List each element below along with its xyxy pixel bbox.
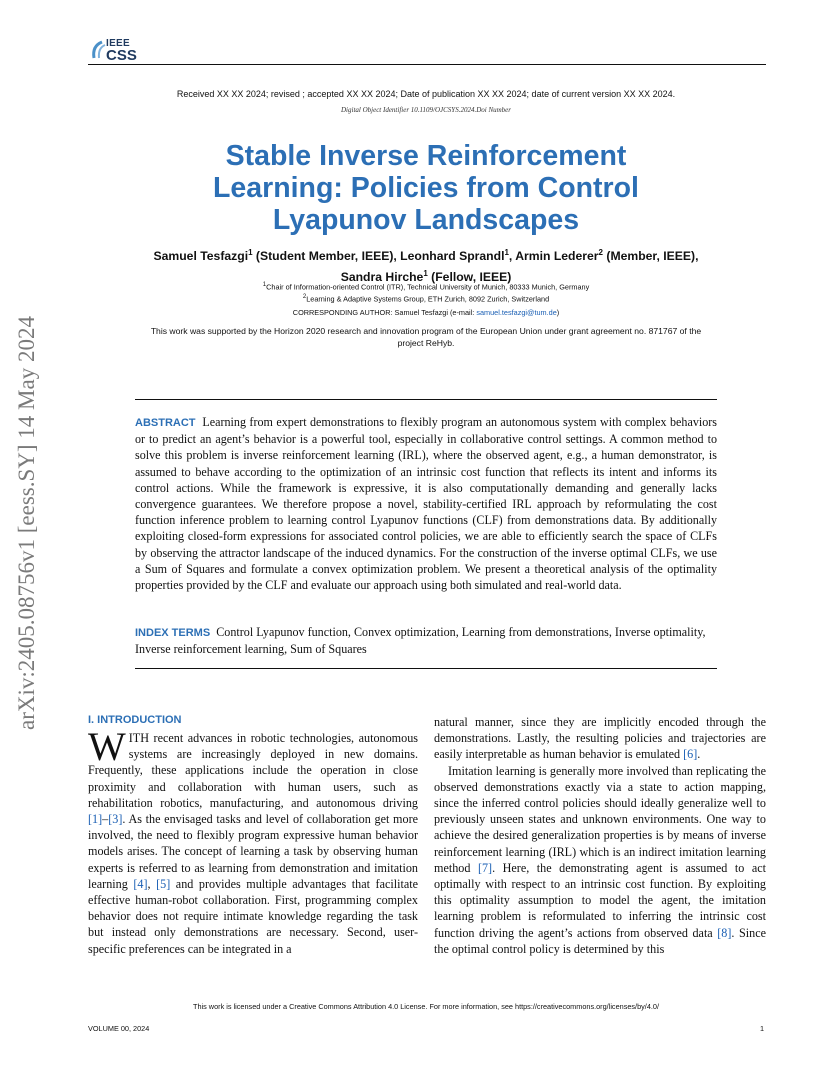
author-name: Sandra Hirche [340, 270, 424, 285]
intro-text: . [697, 747, 701, 762]
author-separator: , [508, 249, 516, 264]
paper-title: Stable Inverse Reinforcement Learning: Policies from Control Lyapunov Landscapes [213, 140, 639, 236]
citation-link[interactable]: [1] [88, 812, 103, 827]
index-terms-label: INDEX TERMS [135, 627, 211, 639]
intro-paragraph [434, 763, 766, 957]
affiliation-text: Chair of Information-oriented Control (ITR), Technical University of Munich, 80333 Munich, Germany [266, 282, 590, 292]
author-name: Samuel Tesfazgi [153, 249, 249, 264]
section-heading: I. INTRODUCTION [88, 714, 182, 726]
intro-text: natural manner, since they are implicitly encoded through the demonstrations. Lastly, the resulting policies and trajectories are easily interpretable as human behavior is emulated [434, 715, 766, 762]
intro-text: . Here, the demonstrating agent is assumed to act optimally with respect to an intrinsic cost function. By exploiting this optimality assumption to model the agent, the imitation learning problem is reformulated to inferring the intrinsic cost function driving the agent’s actions from observed data [434, 860, 766, 940]
intro-text: Imitation learning is generally more involved than replicating the observed demonstrations exactly via a state to action mapping, since the inferred control policies should ideally generalize well to previously unseen states and unknown environments. One way to achieve the desired generalization properties is by means of inverse reinforcement learning (IRL) which is an indirect imitation learning method [434, 763, 766, 875]
affiliation-2 [0, 294, 828, 303]
abstract-text: Learning from expert demonstrations to flexibly program an autonomous system with complex behaviors or to predict an agent’s behavior is a powerful tool, especially in collaborative control settings. A common method to solve this problem is inverse reinforcement learning (IRL), where the observed agent, e.g., a human demonstrator, is assumed to behave according to the optimization of an intrinsic cost function that reflects its intent and informs its control actions. While the framework is expressive, it is also computationally demanding and generally lacks convergence guarantees. We therefore propose a novel, stability-certified IRL approach by reformulating the cost function inference problem to learning control Lyapunov functions (CLF) from demonstrations data. By additionally exploiting closed-form expressions for associated control policies, we are able to efficiently search the space of CLFs by observing the attractor landscape of the induced dynamics. For the construction of the inverse optimal CLFs, we use a Sum of Squares and formulate a convex optimization problem. We present a theoretical analysis of the optimality properties provided by the CLF and evaluate our approach using both simulated and real-world data. [135, 415, 718, 593]
abstract-rule-bottom [135, 668, 717, 669]
corresponding-suffix: ) [556, 308, 560, 317]
dropcap: W [88, 724, 126, 769]
logo-bottom-text: CSS [106, 47, 137, 64]
page-number: 1 [760, 1024, 765, 1033]
doi-line: Digital Object Identifier 10.1109/OJCSYS.2024.Doi Number [341, 106, 511, 114]
arxiv-stamp [12, 268, 42, 778]
corresponding-prefix: CORRESPONDING AUTHOR: Samuel Tesfazgi (e-mail: [292, 308, 477, 317]
license-note: This work is licensed under a Creative Commons Attribution 4.0 License. For more information, see https://creativecommons.org/licenses/by/4.0/ [193, 1002, 659, 1011]
logo-arc-icon [90, 40, 106, 60]
author-sup: 1 [504, 248, 509, 257]
volume-label: VOLUME 00, 2024 [88, 1024, 150, 1033]
abstract-rule-top [135, 399, 717, 400]
citation-link[interactable]: [6] [683, 747, 698, 762]
abstract [135, 414, 717, 593]
citation-link[interactable]: [8] [717, 925, 732, 940]
author-name: Armin Lederer [515, 249, 599, 264]
author-sup: 1 [423, 269, 428, 279]
author-role: (Member, IEEE), [603, 249, 699, 264]
author-role: (Student Member, IEEE), [252, 249, 401, 264]
intro-text: – [102, 812, 109, 827]
index-terms [135, 624, 717, 657]
author-name: Leonhard Sprandl [400, 249, 505, 264]
author-list [150, 244, 702, 286]
intro-text: and provides multiple advantages that facilitate effective human-robot collaboration. First, programming complex behavior does not require intimate knowledge regarding the task but instead only demonstrations are necessary. Second, user-specific preferences can be integrated in a [88, 876, 418, 956]
received-dates: Received XX XX 2024; revised ; accepted XX XX 2024; Date of publication XX XX 2024; date of current version XX XX 2024. [176, 89, 676, 99]
affiliation-sup: 2 [302, 294, 307, 300]
citation-link[interactable]: [7] [477, 860, 493, 875]
intro-text: ITH recent advances in robotic technologies, autonomous systems are increasingly deployed in new domains. Frequently, these applications include the operation in close proximity and collaboration with human users, such as rehabilitation robotics, manufacturing, and autonomous driving [88, 731, 418, 810]
affiliation-sup: 1 [262, 282, 267, 288]
ieee-css-logo [88, 38, 150, 64]
intro-text: . Since the optimal control policy is determined by this [434, 925, 766, 956]
funding-note: This work was supported by the Horizon 2020 research and innovation program of the European Union under grant agreement no. 871767 of the project ReHyb. [150, 326, 702, 348]
header-rule [88, 64, 766, 65]
abstract-label: ABSTRACT [135, 417, 196, 429]
intro-right-column [434, 714, 766, 957]
intro-text: . As the envisaged tasks and level of collaboration get more involved, the need to flexibly program expressive human behavior models arises. The concept of learning a task by observing human experts is referred to as learning from demonstration and imitation learning [88, 812, 418, 891]
arxiv-identifier: arXiv:2405.08756v1 [eess.SY] 14 May 2024 [14, 316, 39, 730]
citation-link[interactable]: [5] [156, 876, 171, 891]
logo-top-text: IEEE [106, 38, 130, 49]
affiliation-1 [0, 282, 828, 291]
author-sup: 1 [248, 248, 253, 257]
citation-link[interactable]: [3] [108, 812, 123, 827]
intro-paragraph [434, 714, 766, 763]
intro-left-column [88, 724, 418, 957]
index-terms-text: Control Lyapunov function, Convex optimization, Learning from demonstrations, Inverse optimality, Inverse reinforcement learning, Sum of Squares [135, 625, 706, 657]
author-sup: 2 [598, 248, 603, 257]
email-link[interactable]: samuel.tesfazgi@tum.de [476, 308, 557, 317]
author-role: (Fellow, IEEE) [427, 270, 512, 285]
intro-text: , [147, 876, 157, 891]
corresponding-author [0, 308, 828, 317]
citation-link[interactable]: [4] [133, 876, 148, 891]
affiliation-text: Learning & Adaptive Systems Group, ETH Zurich, 8092 Zurich, Switzerland [306, 294, 550, 304]
